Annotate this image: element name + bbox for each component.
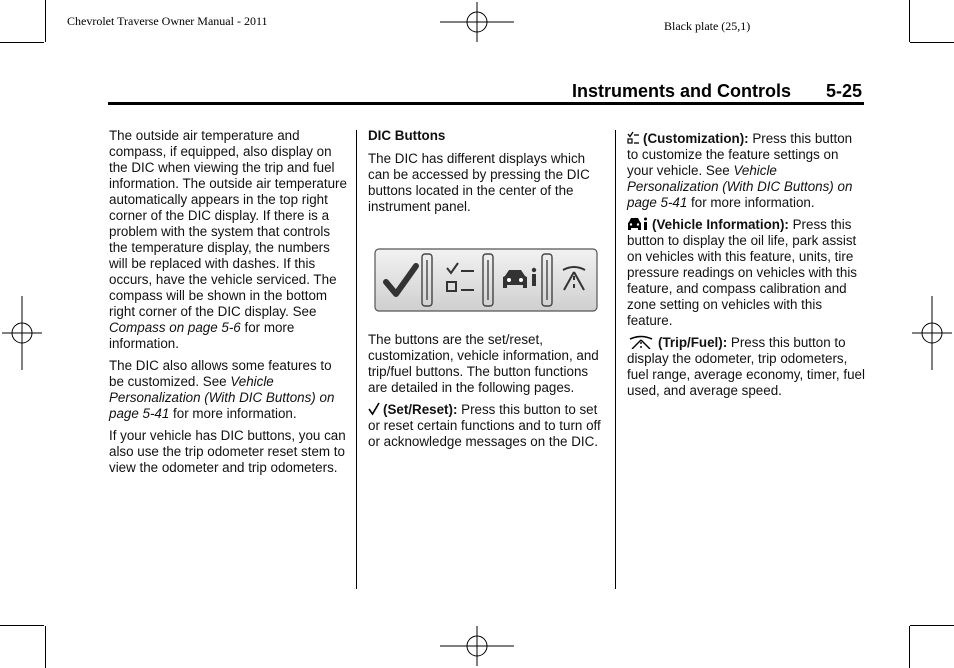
customization-icon bbox=[627, 131, 640, 145]
crop-mark bbox=[909, 626, 910, 668]
column-2-lower bbox=[368, 332, 608, 456]
crop-mark bbox=[909, 0, 910, 42]
crop-mark bbox=[0, 625, 44, 626]
column-divider bbox=[615, 130, 616, 589]
paragraph: If your vehicle has DIC buttons, you can also use the trip odometer reset stem to view the odometer and trip odometers. bbox=[109, 428, 346, 475]
trip-fuel-description: (Trip/Fuel): Press this button to display the odometer, trip odometers, fuel range, average economy, timer, fuel used, and average speed. bbox=[627, 335, 865, 398]
cross-reference-link[interactable]: Compass on page 5-6 bbox=[109, 320, 241, 335]
checkmark-icon bbox=[368, 402, 380, 416]
crop-mark bbox=[45, 626, 46, 668]
paragraph: The DIC has different displays which can be accessed by pressing the DIC buttons located in the center of the instrument panel. bbox=[368, 151, 590, 214]
set-reset-description: (Set/Reset): Press this button to set or reset certain functions and to turn off or acknowledge messages on the DIC. bbox=[368, 402, 601, 449]
vehicle-information-description: (Vehicle Information): Press this button to display the oil life, park assist on vehicles with this feature, units, tire pressure readings on vehicles with this feature, and compass calibration and zone setting on vehicles with this feature. bbox=[627, 217, 857, 328]
column-3 bbox=[627, 131, 865, 405]
crop-mark bbox=[0, 42, 44, 43]
crop-mark bbox=[910, 42, 954, 43]
header-rule bbox=[108, 102, 864, 105]
customization-description: (Customization): Press this button to customize the feature settings on your vehicle. See Vehicle Personalization (With DIC Buttons) on page 5-41 for more information. bbox=[627, 131, 853, 210]
registration-mark-left bbox=[2, 296, 42, 370]
column-divider bbox=[356, 130, 357, 589]
crop-mark bbox=[910, 625, 954, 626]
manual-title: Chevrolet Traverse Owner Manual - 2011 bbox=[67, 14, 268, 28]
plate-label: Black plate (25,1) bbox=[664, 19, 751, 33]
cross-reference-link[interactable]: Vehicle Personalization (With DIC Buttons) on page 5-41 bbox=[627, 163, 853, 210]
column-1 bbox=[109, 128, 349, 482]
vehicle-info-icon bbox=[627, 217, 649, 231]
registration-mark-bottom bbox=[440, 626, 514, 666]
registration-mark-top bbox=[440, 2, 514, 42]
trip-fuel-icon bbox=[627, 335, 655, 349]
registration-mark-right bbox=[912, 296, 952, 370]
paragraph: The buttons are the set/reset, customization, vehicle information, and trip/fuel buttons. The button functions are detailed in the following pages. bbox=[368, 332, 599, 395]
paragraph: The DIC also allows some features to be customized. See Vehicle Personalization (With DIC Buttons) on page 5-41 for more information. bbox=[109, 358, 335, 421]
crop-mark bbox=[45, 0, 46, 42]
page-number: 5-25 bbox=[826, 81, 863, 101]
section-title: Instruments and Controls bbox=[572, 81, 792, 101]
paragraph: The outside air temperature and compass, if equipped, also display on the DIC when viewing the trip and fuel information. The outside air temperature automatically appears in the top right corner of the DIC display. If there is a problem with the system that controls the temperature display, the numbers will be replaced with dashes. If this occurs, have the vehicle serviced. The compass will be shown in the bottom right corner of the DIC display. See Compass on page 5-6 for more information. bbox=[109, 128, 347, 351]
cross-reference-link[interactable]: Vehicle Personalization (With DIC Buttons) on page 5-41 bbox=[109, 374, 335, 421]
heading-dic-buttons: DIC Buttons bbox=[368, 128, 446, 143]
dic-buttons-illustration bbox=[374, 248, 598, 312]
column-2 bbox=[368, 128, 608, 221]
